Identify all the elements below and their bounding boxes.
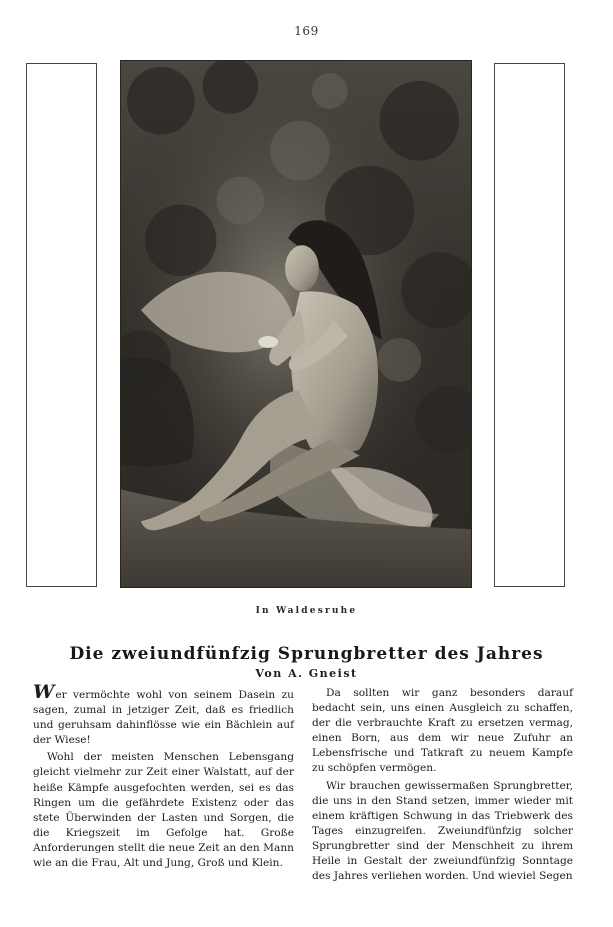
- right-paragraph-1: Da sollten wir ganz besonders darauf bedacht sein, uns einen Ausgleich zu schaffen, der die verbrauchte Kraft zu ersetzen vermag, einen Born, aus dem wir neue Zufuhr an Lebensfrische und Tatkraft zu neuem Kampfe zu schöpfen vermögen.: [312, 687, 573, 775]
- left-paragraph-1-text: er vermöchte wohl von seinem Dasein zu sagen, zumal in jetziger Zeit, daß es friedlich und geruhsam dahinflösse wie ein Bächlein auf der Wiese!: [33, 689, 294, 747]
- left-text-column: [33, 681, 294, 873]
- article-title: Die zweiundfünfzig Sprungbretter des Jahres: [69, 644, 544, 664]
- left-paragraph-1: [33, 681, 294, 748]
- page-number: 169: [294, 24, 319, 38]
- left-decorative-frame: [26, 63, 97, 587]
- left-paragraph-2: Wohl der meisten Menschen Lebensgang gleicht vielmehr zur Zeit einer Walstatt, auf der heiße Kämpfe ausgefochten werden, sei es das Ringen um die gefährdete Existenz oder das stete Überwinden der Lasten und Sorgen, die die Kriegszeit im Gefolge hat. Große Anforderungen stellt die neue Zeit an den Mann wie an die Frau, Alt und Jung, Groß und Klein.: [33, 751, 294, 870]
- right-text-column: [312, 686, 573, 886]
- photo-illustration: [121, 61, 471, 587]
- drop-cap: W: [33, 681, 55, 703]
- photo: [120, 60, 472, 588]
- article-author: Von A. Gneist: [255, 667, 358, 680]
- right-paragraph-2: Wir brauchen gewissermaßen Sprungbretter, die uns in den Stand setzen, immer wieder mit einem kräftigen Schwung in das Triebwerk des Tages einzugreifen. Zweiundfünfzig solcher Sprungbretter sind der Menschheit zu ihrem Heile in Gestalt der zweiundfünfzig Sonntage des Jahres verliehen worden. Und wieviel Segen: [312, 779, 573, 883]
- photo-caption: In Waldesruhe: [255, 606, 358, 616]
- right-decorative-frame: [494, 63, 565, 587]
